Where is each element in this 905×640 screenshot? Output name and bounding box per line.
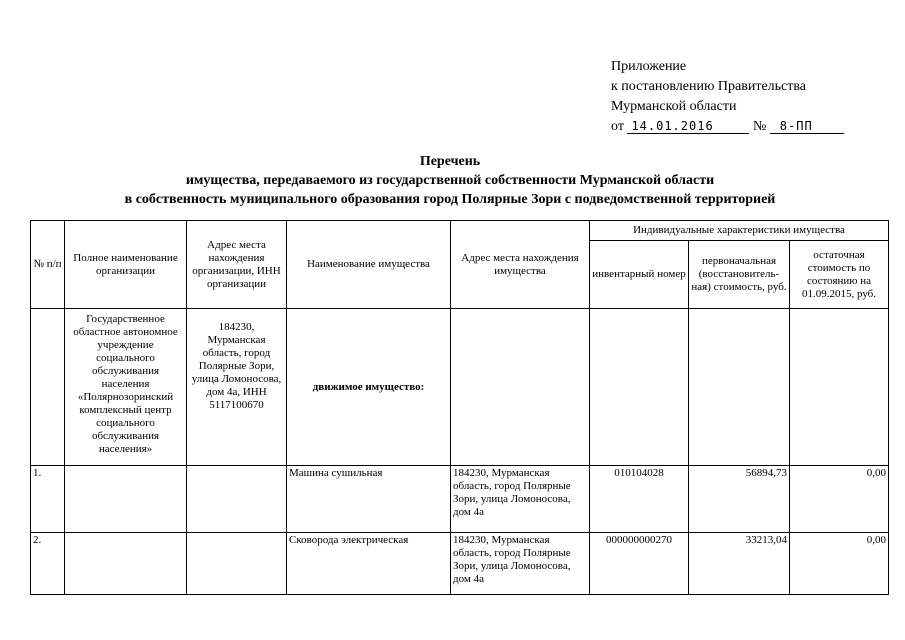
header-org-name: Полное наименование организации <box>65 221 187 309</box>
row-org-empty <box>65 533 187 595</box>
appendix-date-line <box>611 117 844 137</box>
row-property-name: Машина сушильная <box>287 466 451 533</box>
row-org-empty <box>65 466 187 533</box>
header-row-1 <box>31 221 889 241</box>
organization-address: 184230, Мурманская область, город Полярные Зори, улица Ломоносова, дом 4а, ИНН 5117100670 <box>187 309 287 466</box>
header-num: № п/п <box>31 221 65 309</box>
row-initial-cost: 33213,04 <box>689 533 790 595</box>
header-inventory-number: инвентарный номер <box>590 241 689 309</box>
document-title <box>60 152 840 209</box>
org-row-empty-inventory <box>590 309 689 466</box>
organization-row <box>31 309 889 466</box>
appendix-line-1: Приложение <box>611 59 687 74</box>
appendix-block <box>611 57 844 137</box>
header-residual-cost: остаточная стоимость по состоянию на 01.09.2015, руб. <box>790 241 889 309</box>
document-date: 14.01.2016 <box>627 119 749 134</box>
header-org-address: Адрес места нахождения организации, ИНН организации <box>187 221 287 309</box>
header-property-address: Адрес места нахождения имущества <box>451 221 590 309</box>
row-org-address-empty <box>187 466 287 533</box>
row-property-name: Сковорода электрическая <box>287 533 451 595</box>
row-org-address-empty <box>187 533 287 595</box>
row-initial-cost: 56894,73 <box>689 466 790 533</box>
appendix-line-3: Мурманской области <box>611 99 737 114</box>
section-label-movable: движимое имущество: <box>287 309 451 466</box>
org-row-empty-address <box>451 309 590 466</box>
org-row-num <box>31 309 65 466</box>
title-line-3: в собственность муниципального образования город Полярные Зори с подведомственной территорией <box>124 192 776 207</box>
row-inventory-number: 000000000270 <box>590 533 689 595</box>
header-characteristics: Индивидуальные характеристики имущества <box>590 221 889 241</box>
header-property-name: Наименование имущества <box>287 221 451 309</box>
title-line-1: Перечень <box>419 154 481 169</box>
property-table <box>30 220 889 595</box>
appendix-line-2: к постановлению Правительства <box>611 79 807 94</box>
row-residual-cost: 0,00 <box>790 466 889 533</box>
document-number: 8-ПП <box>770 119 844 134</box>
org-row-empty-initial <box>689 309 790 466</box>
row-num: 1. <box>31 466 65 533</box>
row-inventory-number: 010104028 <box>590 466 689 533</box>
org-row-empty-residual <box>790 309 889 466</box>
title-line-2: имущества, передаваемого из государственной собственности Мурманской области <box>185 173 715 188</box>
number-label: № <box>752 119 767 134</box>
from-label: от <box>611 119 624 134</box>
table-row <box>31 466 889 533</box>
header-initial-cost: первоначальная (восстановитель-ная) стоимость, руб. <box>689 241 790 309</box>
row-property-address: 184230, Мурманская область, город Полярные Зори, улица Ломоносова, дом 4а <box>451 533 590 595</box>
row-residual-cost: 0,00 <box>790 533 889 595</box>
table-row <box>31 533 889 595</box>
organization-name: Государственное областное автономное учреждение социального обслуживания населения «Полярнозоринский комплексный центр социального обслуживания населения» <box>65 309 187 466</box>
row-num: 2. <box>31 533 65 595</box>
row-property-address: 184230, Мурманская область, город Полярные Зори, улица Ломоносова, дом 4а <box>451 466 590 533</box>
